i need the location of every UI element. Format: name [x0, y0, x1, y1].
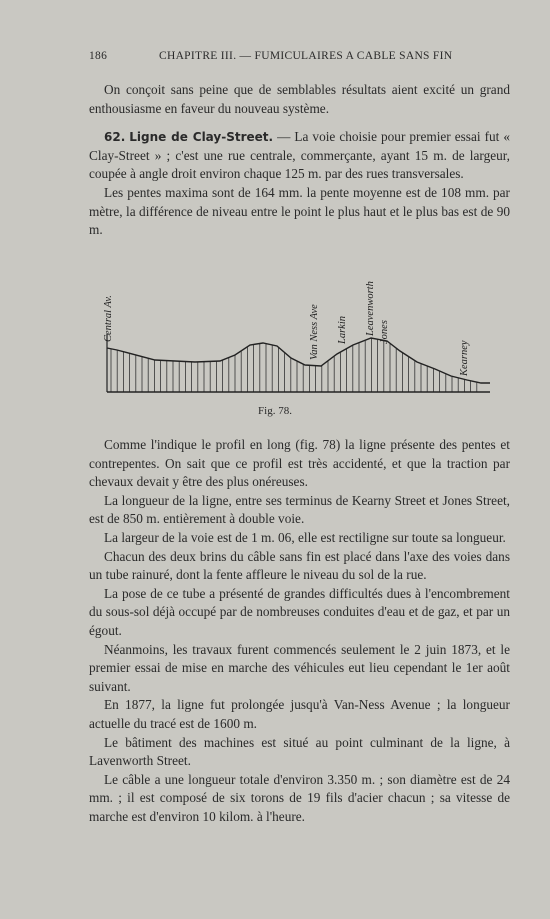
paragraph-7: En 1877, la ligne fut prolongée jusqu'à Van-Ness Avenue ; la longueur actuelle du tracé est de 1600 m. — [89, 697, 510, 731]
paragraph-4: Chacun des deux brins du câble sans fin est placé dans l'axe des voies dans un tube rainuré, dont la fente affleure le niveau du sol de la rue. — [89, 548, 510, 583]
section-text: — La voie choisie pour premier essai fut « Clay-Street » ; c'est une rue centrale, commerçante, ayant 15 m. de largeur, coupée à angle droit environ chaque 125 m. par des rues transversales. — [89, 129, 511, 182]
paragraph-5: La pose de ce tube a présenté de grandes difficultés dues à l'encombrement du sous-sol déjà occupé par de nombreuses conduites d'eau et de gaz, et par un égout. — [89, 585, 510, 638]
figure-label-larkin: Larkin — [337, 315, 348, 344]
running-title: CHAPITRE III. — FUMICULAIRES A CABLE SANS FIN — [159, 50, 453, 62]
intro-block — [89, 81, 510, 240]
paragraph-3: La largeur de la voie est de 1 m. 06, elle est rectiligne sur toute sa longueur. — [104, 529, 506, 545]
profile-line — [107, 338, 490, 383]
running-header — [89, 50, 509, 68]
figure-caption: Fig. 78. — [258, 405, 292, 417]
figure-label-kearney: Kearney — [459, 340, 470, 376]
paragraph-8: Le bâtiment des machines est situé au point culminant de la ligne, à Lavenworth Street. — [89, 734, 510, 769]
figure-label-leavenworth: Leavenworth — [365, 281, 376, 336]
paragraph-6: Néanmoins, les travaux furent commencés seulement le 2 juin 1873, et le premier essai de mise en marche des véhicules eut lieu cependant le 1er août suivant. — [89, 641, 510, 694]
profile-hatching — [111, 338, 477, 392]
paragraph-slopes: Les pentes maxima sont de 164 mm. la pente moyenne est de 108 mm. par mètre, la différence de niveau entre le point le plus haut et le plus bas est de 90 m. — [89, 184, 510, 238]
figure-label-central-av: Central Av. — [103, 295, 114, 342]
page-number: 186 — [89, 50, 108, 62]
profile-figure — [95, 262, 505, 402]
paragraph-9: Le câble a une longueur totale d'environ 3.350 m. ; son diamètre est de 24 mm. ; il est composé de six torons de 19 fils d'acier chacun ; sa vitesse de marche est d'environ 10 kilom. à l'heure. — [89, 771, 510, 824]
paragraph-2: La longueur de la ligne, entre ses terminus de Kearny Street et Jones Street, est de 850 m. entièrement à double voie. — [89, 492, 510, 527]
section-number: 62. — [104, 130, 126, 145]
section-62 — [89, 128, 510, 184]
figure-label-jones: Jones — [379, 320, 390, 344]
figure-label-van-ness-ave: Van Ness Ave — [309, 304, 320, 360]
paragraph-1: Comme l'indique le profil en long (fig. 78) la ligne présente des pentes et contrepentes. On sait que ce profil est très accidenté, et que la traction par chevaux devait y être des plus onéreuses. — [89, 437, 510, 490]
section-title: Ligne de Clay-Street. — [129, 130, 274, 145]
paragraph-intro: On conçoit sans peine que de semblables résultats aient excité un grand enthousiasme en faveur du nouveau système. — [89, 82, 510, 116]
body-block — [89, 436, 510, 826]
